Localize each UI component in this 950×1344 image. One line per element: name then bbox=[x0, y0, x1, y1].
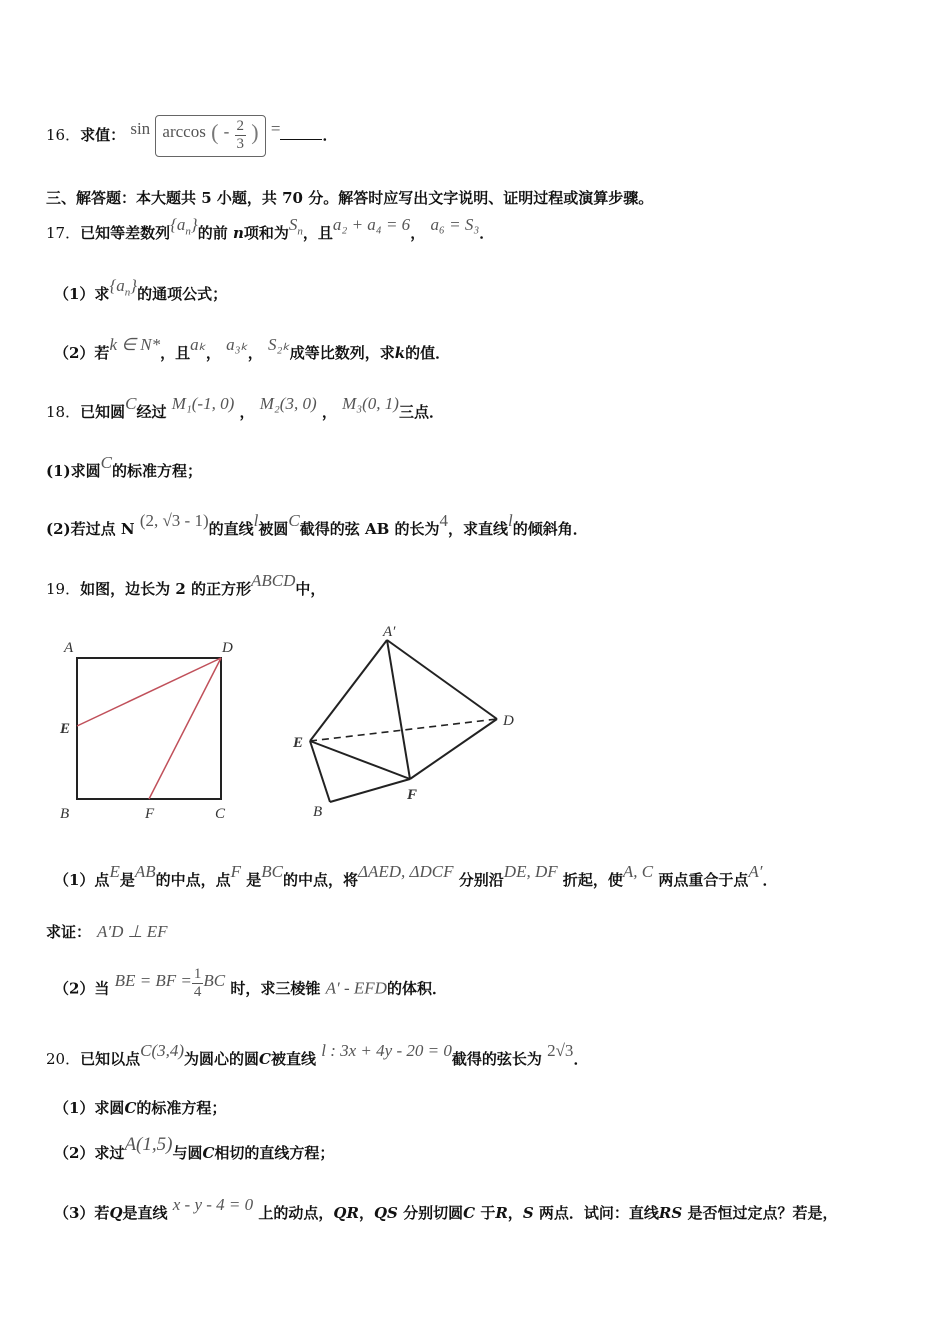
q19-p2-pyramid: A′ - EFD bbox=[325, 978, 387, 998]
edge-A-E bbox=[310, 640, 387, 741]
q17-cond1: a₂ + a₄ = 6 bbox=[332, 215, 411, 234]
q18-M3: M₃(0, 1) bbox=[342, 394, 399, 413]
q17-p1-an: $\{a_n\}$ bbox=[109, 276, 138, 299]
edge-A-D bbox=[387, 640, 497, 719]
q17-line: 17．已知等差数列$\{a_n\}$的前 n项和为$S_n$，且a₂ + a₄ = 6， a₆ = S₃． bbox=[46, 215, 495, 242]
label-A: A bbox=[64, 640, 74, 656]
q19-p2-BC: BC bbox=[203, 970, 226, 990]
q17-p2-label: （2）若 bbox=[54, 344, 110, 362]
q17-an: $\{a_n\}$ bbox=[170, 215, 198, 238]
q17-text4: ，且 bbox=[302, 224, 333, 242]
q17-text1: 已知等差数列 bbox=[80, 224, 171, 242]
q17-p1-label: （1）求 bbox=[54, 285, 110, 303]
label-D: D bbox=[222, 640, 233, 656]
q18-number: 18． bbox=[46, 403, 81, 421]
q19-p2-cond: BE = BF = bbox=[114, 970, 192, 990]
q17-sn: $S_n$ bbox=[288, 215, 303, 238]
line-FD bbox=[149, 658, 221, 799]
figure-square bbox=[50, 630, 250, 830]
q17-p2-s2k: S₂ₖ bbox=[268, 335, 290, 354]
label-F: F bbox=[145, 806, 155, 822]
q19-part1: （1）点E是AB的中点，点F 是BC的中点，将ΔAED, ΔDCF 分别沿DE, DF 折起，使A, C 两点重合于点A′． bbox=[54, 862, 778, 889]
q20-line-eq: l : 3x + 4y - 20 = 0 bbox=[321, 1041, 452, 1060]
q17-p2-ak: aₖ bbox=[190, 335, 206, 354]
q19-p1-lines: DE, DF bbox=[503, 862, 558, 881]
q17-p2-cond: k ∈ N* bbox=[109, 335, 161, 354]
q16-minus: - bbox=[223, 121, 230, 141]
label-F2: F bbox=[407, 787, 418, 803]
q16-answer-blank bbox=[280, 129, 322, 140]
q18-C: C bbox=[125, 394, 137, 413]
q19-p1-triangles: ΔAED, ΔDCF bbox=[358, 862, 454, 881]
q18-p2-point: (2, √3 - 1) bbox=[139, 511, 209, 530]
line-ED bbox=[77, 658, 221, 726]
q17-p2-a3k: a₃ₖ bbox=[226, 335, 248, 354]
q19-p1-AC: A, C bbox=[622, 862, 654, 881]
q16-line: 16．求值： sin arccos ( - $\frac{2}{3}$ ) = ． bbox=[46, 115, 337, 157]
q20-center: C(3,4) bbox=[140, 1041, 185, 1060]
q16-arccos: arccos bbox=[162, 121, 206, 141]
q16-number: 16． bbox=[46, 126, 81, 144]
q19-part2: （2）当 BE = BF = $\frac{1}{4}$ BC 时，求三棱锥 A′ - EFD的体积． bbox=[54, 966, 447, 1000]
q18-p1-C: C bbox=[100, 453, 112, 472]
q19-line: 19．如图，边长为 2 的正方形ABCD中， bbox=[46, 571, 326, 598]
label-D2: D bbox=[503, 713, 514, 729]
q16-sin: sin bbox=[130, 119, 151, 138]
q17-part1 bbox=[54, 276, 228, 306]
q17-n: n bbox=[232, 224, 244, 242]
q16-frac-num: 2 bbox=[236, 118, 245, 134]
q19-p1-F: F bbox=[230, 862, 242, 881]
label-B: B bbox=[60, 806, 70, 822]
section3-title: 三、解答题：本大题共 5 小题，共 70 分。解答时应写出文字说明、证明过程或演算步骤。 bbox=[46, 189, 654, 207]
label-A-prime: A′ bbox=[383, 624, 396, 640]
q18-part2: (2)若过点 N (2, √3 - 1)的直线l被圆C截得的弦 AB 的长为4，求直线l的倾斜角． bbox=[46, 511, 588, 538]
q19-p1-E: E bbox=[109, 862, 120, 881]
label-C: C bbox=[215, 806, 226, 822]
q18-p2-len: 4 bbox=[439, 511, 449, 530]
edge-E-F bbox=[310, 741, 410, 779]
q20-C: C bbox=[259, 1050, 271, 1068]
q16-prefix: 求值： bbox=[80, 126, 126, 144]
q19-p1-BC: BC bbox=[261, 862, 284, 881]
edge-E-B bbox=[310, 741, 330, 802]
label-B2: B bbox=[313, 804, 323, 820]
q19-proof: 求证： A′D ⊥ EF bbox=[46, 922, 168, 941]
edge-B-F bbox=[330, 779, 410, 802]
q17-p1-text: 的通项公式； bbox=[137, 285, 228, 303]
q17-text3: 项和为 bbox=[243, 224, 289, 242]
q18-part1: (1)求圆C的标准方程； bbox=[46, 453, 202, 480]
q16-bracket: arccos ( - $\frac{2}{3}$ ) bbox=[155, 115, 265, 157]
q18-p2-l2: l bbox=[508, 511, 513, 530]
figure-pyramid bbox=[285, 620, 535, 825]
q18-line: 18．已知圆C经过 M₁(-1, 0) ， M₂(3, 0) ， M₃(0, 1)三点． bbox=[46, 394, 444, 421]
q16-frac-den: 3 bbox=[236, 136, 245, 152]
q18-p2-l: l bbox=[253, 511, 259, 530]
q16-equals: = bbox=[270, 119, 281, 138]
q19-p2-fraction: $\frac{1}{4}$ bbox=[193, 966, 202, 1000]
q17-number: 17． bbox=[46, 224, 81, 242]
q20-length: 2√3 bbox=[547, 1041, 574, 1060]
q20-line: 20．已知以点C(3,4)为圆心的圆C被直线 l : 3x + 4y - 20 = 0截得的弦长为 2√3． bbox=[46, 1041, 589, 1068]
q20-part2: （2）求过A(1,5)与圆C相切的直线方程； bbox=[54, 1134, 335, 1162]
q20-number: 20． bbox=[46, 1050, 81, 1068]
q18-M1: M₁(-1, 0) bbox=[171, 394, 235, 413]
q17-p2-k: k bbox=[394, 344, 406, 362]
q20-part1: （1）求圆C的标准方程； bbox=[54, 1099, 227, 1117]
q19-number: 19． bbox=[46, 580, 81, 598]
q17-text2: 的前 bbox=[197, 224, 228, 242]
q17-cond2: a₆ = S₃ bbox=[430, 215, 480, 234]
q20-p3-line: x - y - 4 = 0 bbox=[172, 1195, 254, 1214]
q19-p1-Aprime: A′ bbox=[748, 862, 763, 881]
label-E: E bbox=[60, 721, 71, 737]
q19-square: ABCD bbox=[250, 571, 296, 590]
q16-fraction bbox=[235, 118, 247, 153]
q19-proof-statement: A′D ⊥ EF bbox=[97, 922, 168, 941]
q17-part2: （2）若k ∈ N*，且aₖ， a₃ₖ， S₂ₖ成等比数列，求k的值． bbox=[54, 335, 451, 362]
square-outline bbox=[77, 658, 221, 799]
q20-p2-point: A(1,5) bbox=[124, 1134, 173, 1155]
q18-M2: M₂(3, 0) bbox=[259, 394, 317, 413]
label-E2: E bbox=[293, 735, 304, 751]
q20-part3: （3）若Q是直线 x - y - 4 = 0 上的动点，QR，QS 分别切圆C 于R，S 两点．试问：直线RS 是否恒过定点？若是， bbox=[54, 1195, 838, 1222]
q18-p2-C: C bbox=[288, 511, 300, 530]
edge-A-F bbox=[387, 640, 410, 779]
q19-p1-AB: AB bbox=[134, 862, 156, 881]
